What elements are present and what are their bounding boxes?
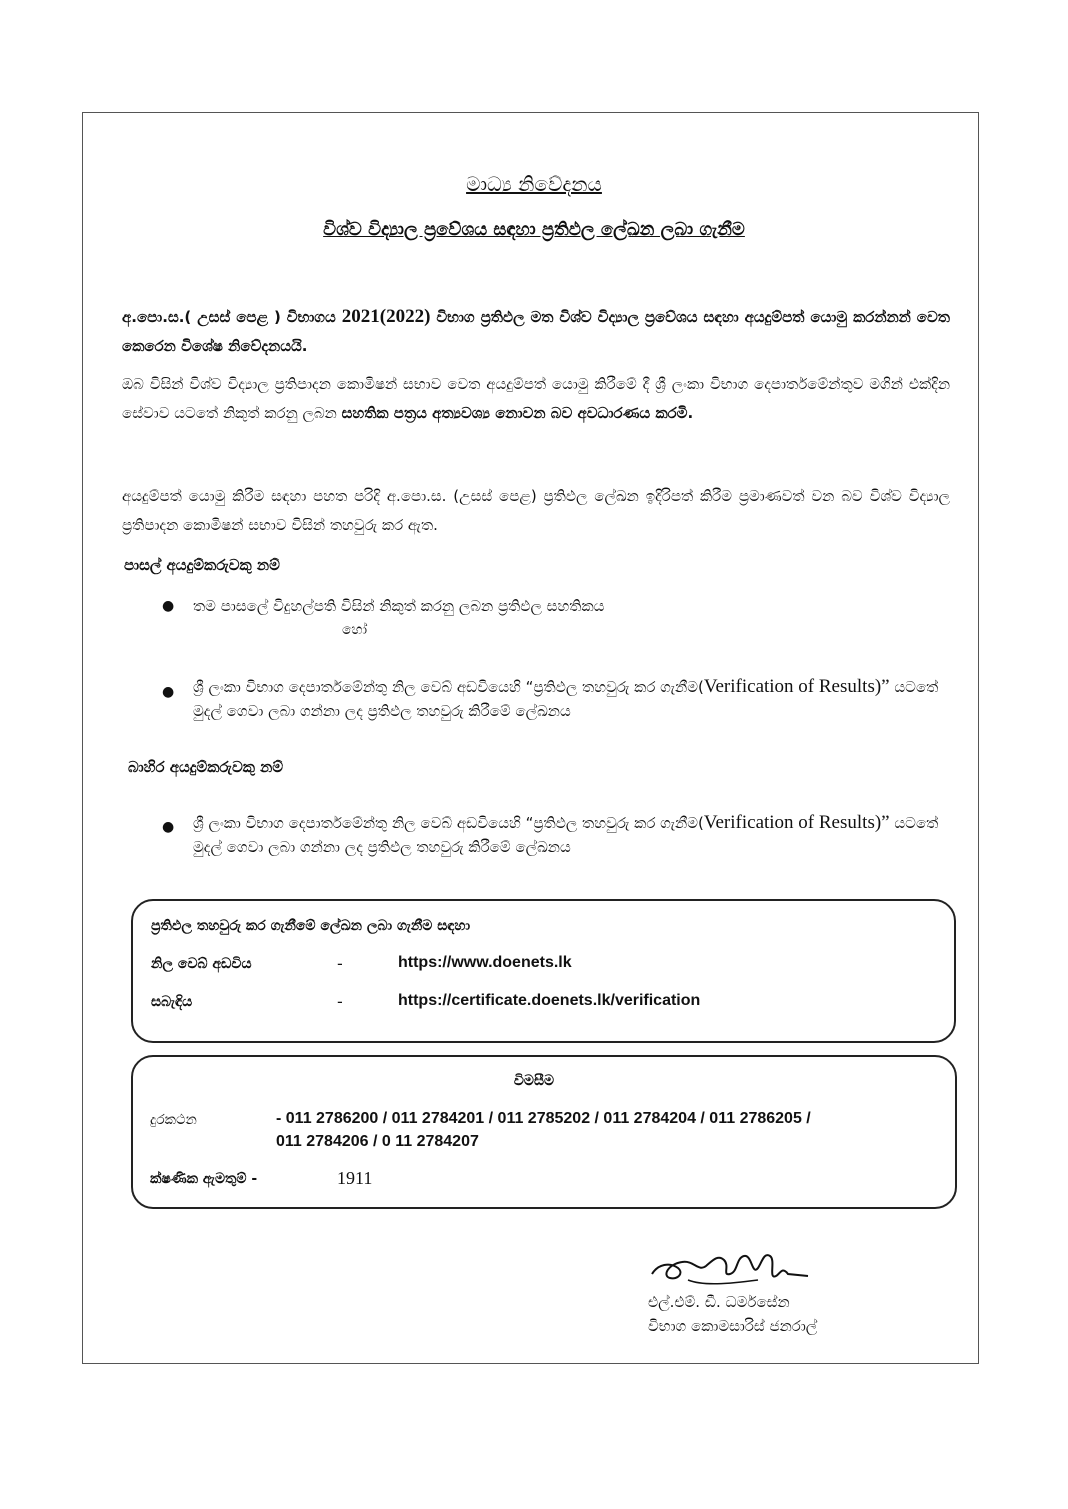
private-applicant-heading: බාහිර අයදුම්කරුවකු නම්	[128, 758, 284, 776]
signatory-name: එල්.එම්. ඩී. ධර්මසේන	[648, 1293, 790, 1311]
intro-paragraph: අ.පො.ස.( උසස් පෙළ ) විභාගය 2021(2022) විභාග ප්‍රතිඵල මත විශ්ව විද්‍යාල ප්‍රවේශය සඳහා අයදුම්පත් යොමු කරන්නන් වෙත කෙරෙන විශේෂ නිවේදනයයි.	[122, 306, 950, 355]
or-text: හෝ	[342, 622, 368, 638]
school-item-verification: ශ්‍රී ලංකා විභාග දෙපාර්තමේන්තු නිල වෙබ් අඩවියෙහි “ප්‍රතිඵල තහවුරු කර ගැනීම(Verification of Results)” යටතේ මුදල් ගෙවා ලබා ගන්නා ලද ප්‍රතිඵල තහවුරු කිරීමේ ලේඛනය	[193, 676, 939, 720]
bullet-icon: ●	[162, 598, 175, 614]
inquiry-heading: විමසීම	[513, 1073, 555, 1089]
signature-image	[648, 1246, 818, 1296]
site-url-link[interactable]: https://www.doenets.lk	[398, 954, 572, 971]
link-dash: -	[337, 992, 343, 1011]
hotline-label: ක්ෂණික ඇමතුම් -	[150, 1171, 258, 1187]
phone-label: දුරකථන	[150, 1112, 197, 1128]
link-label: සබැඳිය	[151, 994, 193, 1010]
page-title: මාධ්‍ය නිවේදනය	[466, 172, 602, 196]
school-item-certificate: තම පාසලේ විදුහල්පති විසින් නිකුත් කරනු ලබන ප්‍රතිඵල සහතිකය	[193, 597, 605, 615]
private-item-verification: ශ්‍රී ලංකා විභාග දෙපාර්තමේන්තු නිල වෙබ් අඩවියෙහි “ප්‍රතිඵල තහවුරු කර ගැනීම(Verification of Results)” යටතේ මුදල් ගෙවා ලබා ගන්නා ලද ප්‍රතිඵල තහවුරු කිරීමේ ලේඛනය	[193, 812, 939, 856]
notice-paragraph: ඔබ විසින් විශ්ව විද්‍යාල ප්‍රතිපාදන කොමිෂන් සභාව වෙත අයදුම්පත් යොමු කිරීමේ දී ශ්‍රී ලංකා විභාග දෙපාර්තමේන්තුව මගින් එක්දින සේවාව යටතේ නිකුත් කරනු ලබන සහතික පත්‍රය අත්‍යවශ්‍ය නොවන බව අවධාරණය කරමි.	[122, 375, 950, 422]
bullet-icon: ●	[162, 684, 175, 700]
page-subtitle: විශ්ව විද්‍යාල ප්‍රවේශය සඳහා ප්‍රතිඵල ලේඛන ලබා ගැනීම	[323, 219, 745, 240]
acceptance-paragraph: අයදුම්පත් යොමු කිරීම සඳහා පහත පරිදි අ.පො.ස. (උසස් පෙළ) ප්‍රතිඵල ලේඛන ඉදිරිපත් කිරීම ප්‍රමාණවත් වන බව විශ්ව විද්‍යාල ප්‍රතිපාදන කොමිෂන් සභාව විසින් තහවුරු කර ඇත.	[122, 487, 950, 534]
emphasis-text: සහතික පත්‍රය අත්‍යවශ්‍ය නොවන බව අවධාරණය කරමි.	[341, 404, 694, 422]
bullet-icon: ●	[162, 819, 175, 835]
school-applicant-heading: පාසල් අයදුම්කරුවකු නම්	[124, 556, 280, 574]
exam-year: 2021(2022)	[341, 306, 431, 327]
site-dash: -	[337, 954, 343, 973]
hotline-number: 1911	[337, 1168, 373, 1188]
signatory-title: විභාග කොමසාරිස් ජනරාල්	[648, 1317, 818, 1335]
links-box-heading: ප්‍රතිඵල තහවුරු කර ගැනීමේ ලේඛන ලබා ගැනීම සඳහා	[151, 918, 471, 934]
site-label: නිල වෙබ් අඩවිය	[151, 956, 252, 972]
verification-url-link[interactable]: https://certificate.doenets.lk/verification	[398, 992, 701, 1009]
phone-numbers-line2: 011 2784206 / 0 11 2784207	[276, 1133, 479, 1150]
phone-numbers-line1: - 011 2786200 / 011 2784201 / 011 2785202 / 011 2784204 / 011 2786205 /	[276, 1110, 811, 1127]
